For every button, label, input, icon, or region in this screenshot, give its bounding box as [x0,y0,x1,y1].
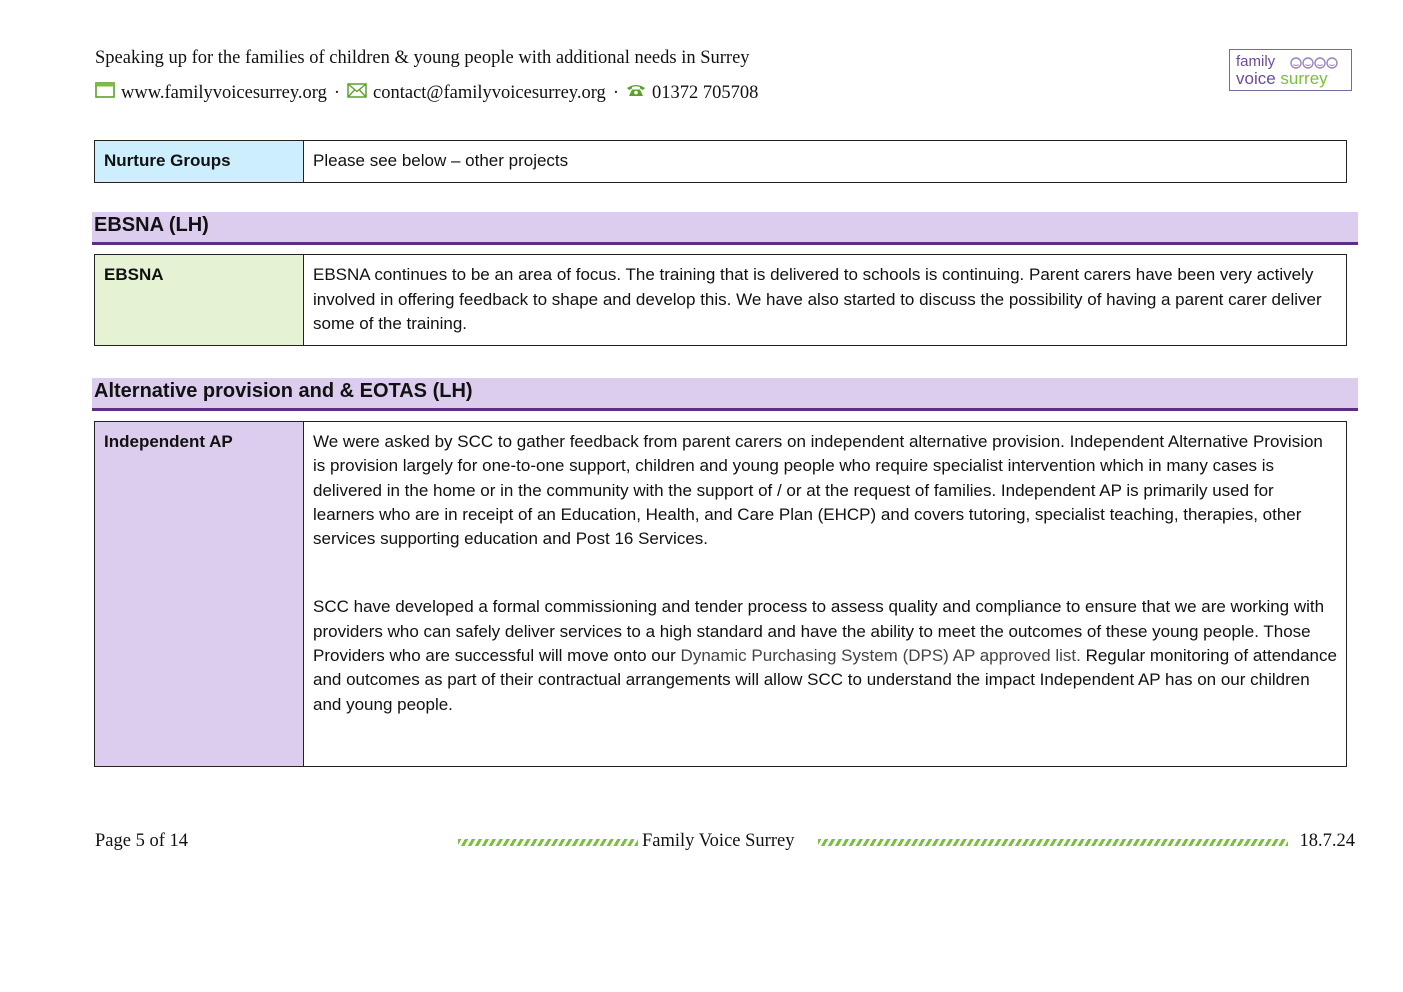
section-title: Alternative provision and & EOTAS (LH) [94,380,473,402]
email-link[interactable]: contact@familyvoicesurrey.org [373,82,606,103]
nurture-groups-table [94,140,1347,183]
footer-organisation: Family Voice Surrey [642,831,795,851]
row-label-independent-ap: Independent AP [95,422,304,767]
section-heading-ebsna [92,212,1358,245]
browser-window-icon [95,82,115,104]
family-voice-surrey-logo [1229,49,1352,91]
section-title: EBSNA (LH) [94,214,209,236]
independent-ap-table [94,421,1347,767]
logo-line-family: family [1236,53,1276,70]
table-row [95,141,1347,183]
children-faces-icon [1288,56,1346,74]
envelope-icon [347,83,367,104]
table-row [95,255,1347,346]
section-heading-alternative-provision [92,378,1358,411]
footer-date: 18.7.24 [1299,831,1355,851]
phone-number: 01372 705708 [651,82,759,103]
website-link[interactable]: www.familyvoicesurrey.org [121,82,327,103]
header-contact [95,82,758,104]
separator: · [333,82,341,103]
page-footer [95,831,1355,857]
row-content-ebsna: EBSNA continues to be an area of focus. The training that is delivered to schools is continuing. Parent carers have been very actively involved in offering feedback to shape and develop this. We have also started to discuss the possibility of having a parent carer deliver some of the training. [304,255,1347,346]
phone-icon [626,83,646,104]
decorative-stripe [818,839,1288,846]
separator: · [612,82,619,103]
decorative-stripe [458,839,638,846]
row-label-nurture-groups: Nurture Groups [95,141,304,183]
paragraph-independent-ap-intro: We were asked by SCC to gather feedback from parent carers on independent alternative provision. Independent Alternative Provision is provision largely for one-to-one support, children and young people who require specialist intervention which in many cases is delivered in the home or in the community with the support of / or at the request of families. Independent AP is primarily used for learners who are in receipt of an Education, Health, and Care Plan (EHCP) and covers tutoring, specialist teaching, therapies, other services supporting education and Post 16 Services. [313,432,1323,549]
row-content-independent-ap [304,422,1347,767]
row-content-nurture-groups: Please see below – other projects [304,141,1347,183]
table-row [95,422,1347,767]
ebsna-table [94,254,1347,346]
dps-reference: Dynamic Purchasing System (DPS) AP approved list. [680,646,1081,666]
paragraph-commissioning-process: SCC have developed a formal commissioning and tender process to assess quality and compliance to ensure that we are working with providers who can safely deliver services to a high standard and have the ability to meet the outcomes of these young people. Those Providers who are successful will move onto our Dynamic Purchasing System (DPS) AP approved list. Regular monitoring of attendance and outcomes as part of their contractual arrangements will allow SCC to understand the impact Independent AP has on our children and young people. [313,597,1337,714]
header-tagline: Speaking up for the families of children & young people with additional needs in Surrey [95,48,750,68]
page-number: Page 5 of 14 [95,831,188,851]
row-label-ebsna: EBSNA [95,255,304,346]
logo-line-voice-surrey: voice surrey [1236,69,1328,88]
